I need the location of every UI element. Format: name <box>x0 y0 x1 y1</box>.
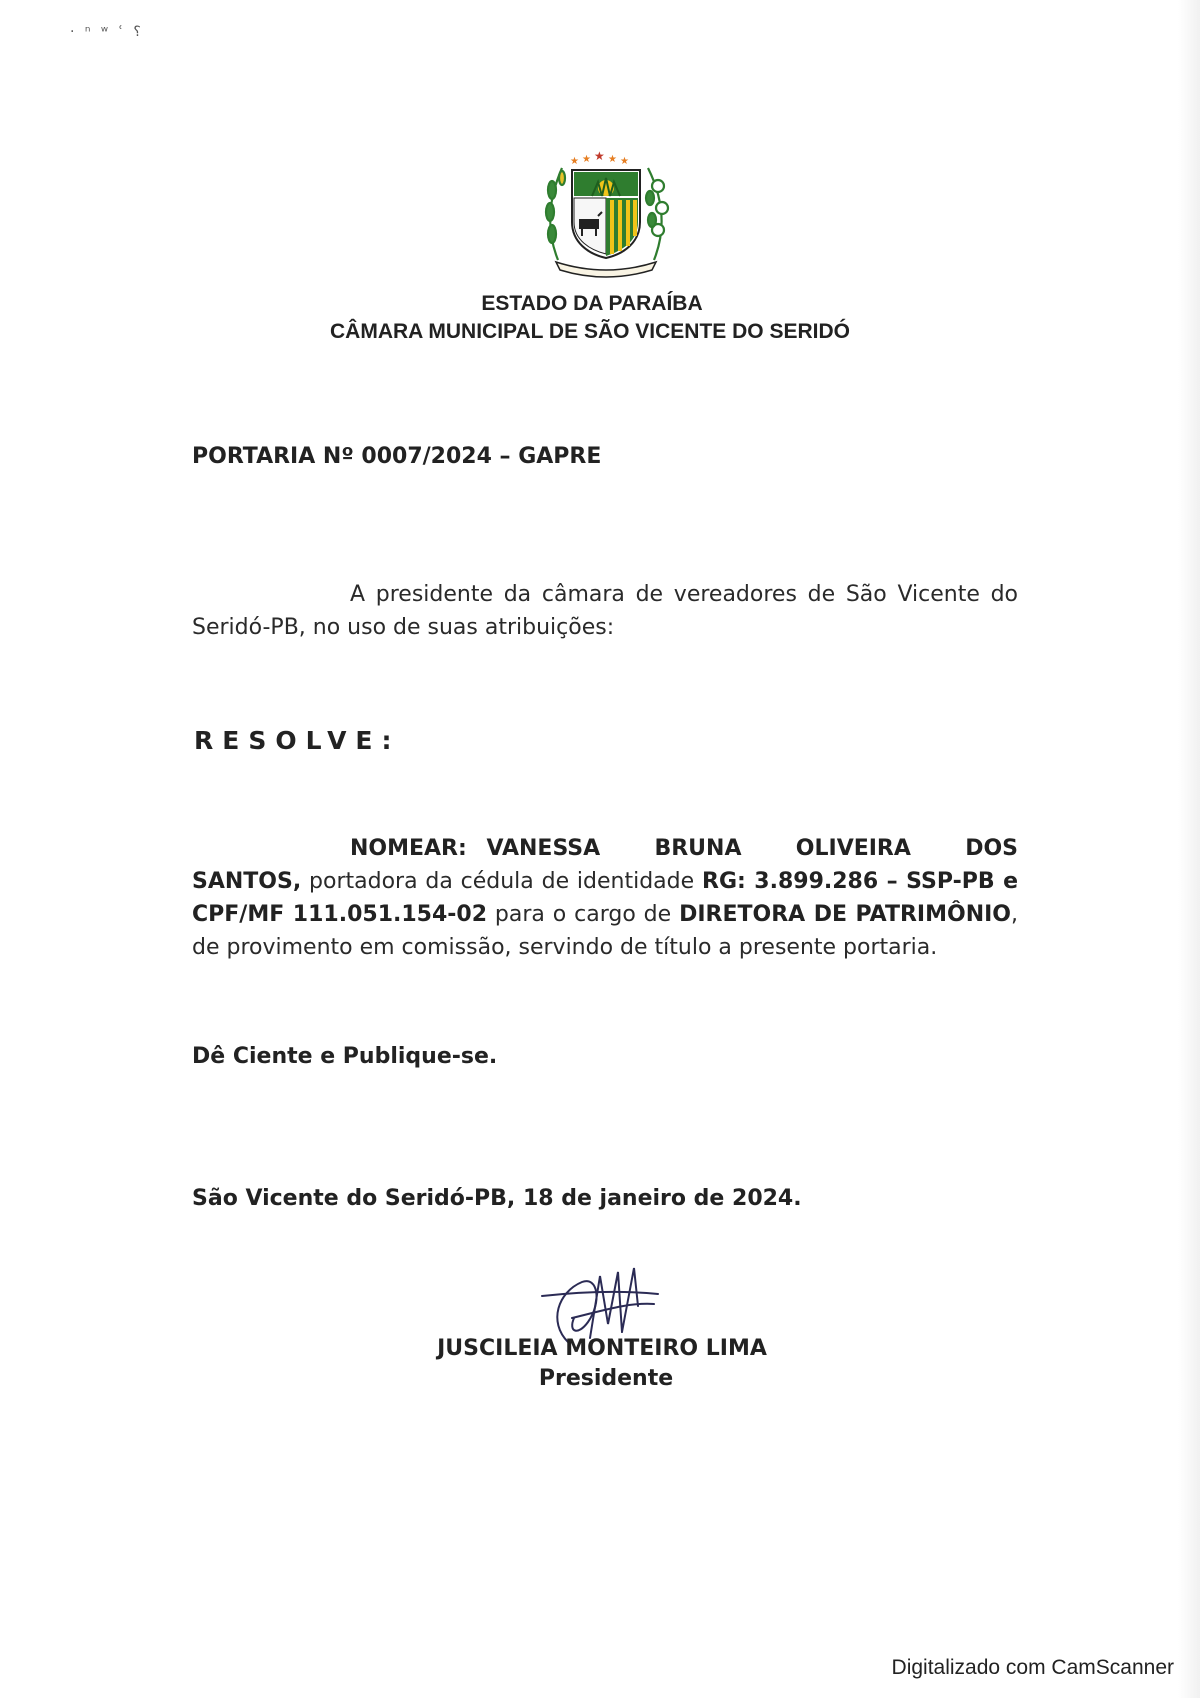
closing-statement: Dê Ciente e Publique-se. <box>192 1044 498 1069</box>
place-and-date: São Vicente do Seridó-PB, 18 de janeiro de 2024. <box>192 1186 802 1211</box>
nomear-paragraph <box>192 832 1018 964</box>
svg-text:★: ★ <box>620 156 629 167</box>
nomear-text-1: portadora da cédula de identidade <box>301 869 702 894</box>
intro-paragraph: A presidente da câmara de vereadores de São Vicente do Seridó-PB, no uso de suas atribuições: <box>192 582 1018 640</box>
svg-text:★: ★ <box>594 150 605 163</box>
header-state: ESTADO DA PARAÍBA <box>481 292 703 315</box>
nomear-verb: NOMEAR: <box>350 836 467 861</box>
scan-edge-shadow <box>1178 0 1200 1698</box>
appointed-role: DIRETORA DE PATRIMÔNIO <box>679 902 1011 927</box>
signer-name: JUSCILEIA MONTEIRO LIMA <box>437 1336 767 1361</box>
scan-corner-marks: · ⁿ ʷ ʿ ⸮ <box>70 24 144 40</box>
header-chamber: CÂMARA MUNICIPAL DE SÃO VICENTE DO SERIDÓ <box>330 320 850 343</box>
crest-star-icon: ★ <box>570 156 579 167</box>
resolve-heading: RESOLVE: <box>194 726 401 755</box>
nomear-text-3: , de provimento em comissão, servindo de título a presente portaria. <box>192 902 1018 960</box>
nomear-text-2: para o cargo de <box>487 902 680 927</box>
appointee-name: VANESSA BRUNA OLIVEIRA DOS SANTOS, <box>192 836 1019 894</box>
municipal-crest-icon <box>536 150 676 280</box>
signer-role: Presidente <box>538 1366 674 1391</box>
svg-text:★: ★ <box>582 154 591 165</box>
portaria-number: PORTARIA Nº 0007/2024 – GAPRE <box>192 444 602 469</box>
scanner-footer: Digitalizado com CamScanner <box>891 1656 1174 1679</box>
id-documents: RG: 3.899.286 – SSP-PB e CPF/MF 111.051.154-02 <box>192 869 1019 927</box>
svg-text:★: ★ <box>608 154 617 165</box>
